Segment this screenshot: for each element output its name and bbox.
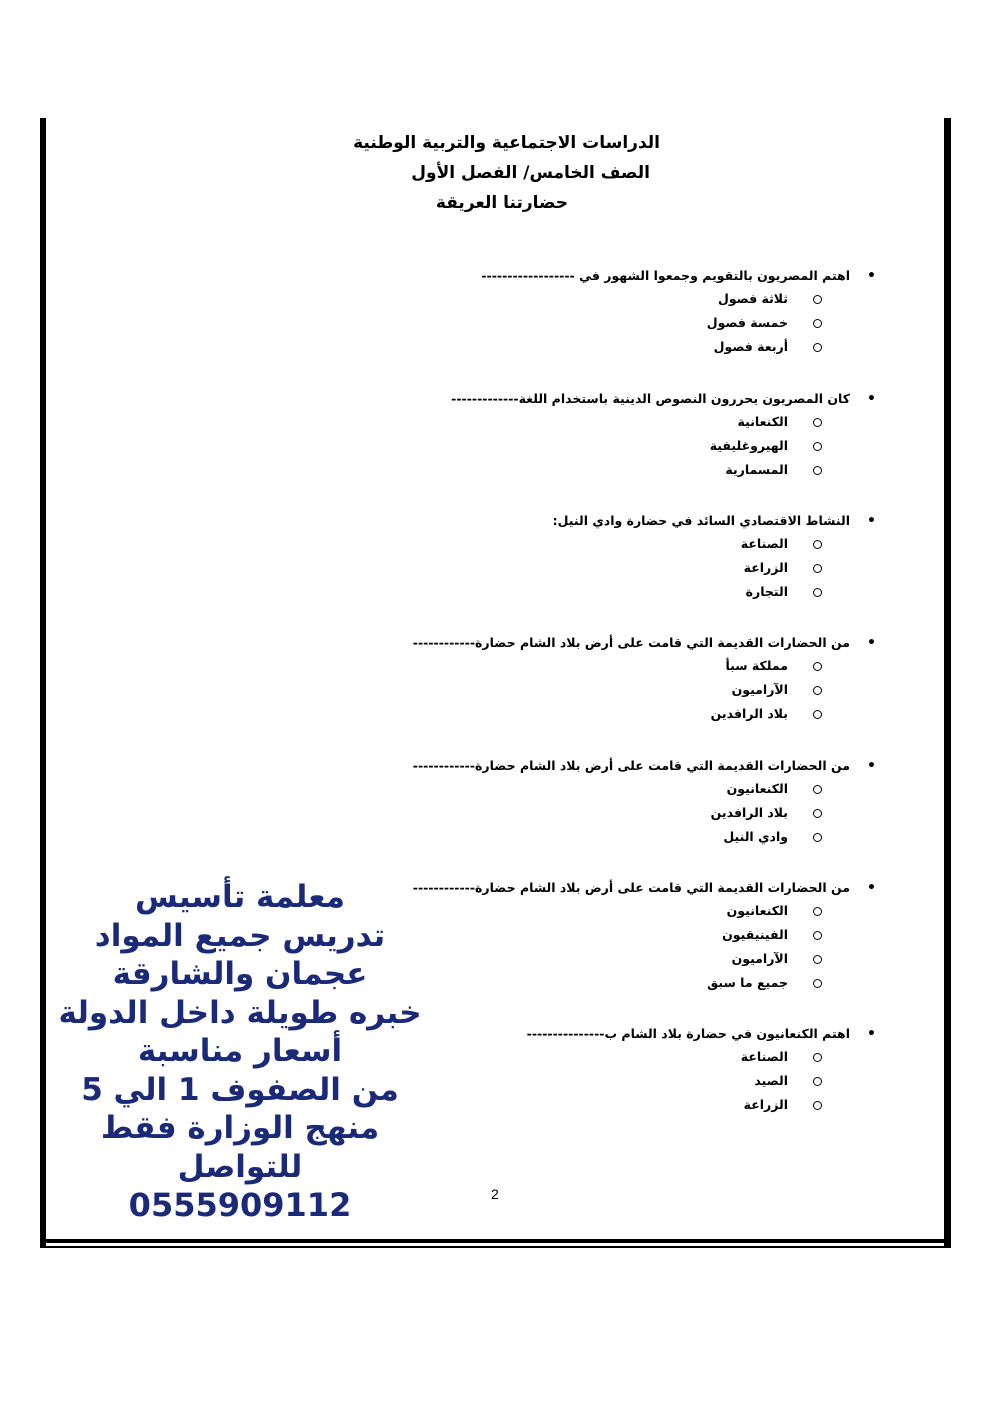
option[interactable] <box>527 1069 788 1093</box>
option[interactable] <box>451 458 788 482</box>
option-text: المسمارية <box>725 462 788 477</box>
bullet-icon: • <box>867 635 876 651</box>
circle-bullet-icon <box>813 564 822 573</box>
circle-bullet-icon <box>813 442 822 451</box>
advert-line: للتواصل <box>177 1148 303 1185</box>
option[interactable] <box>553 532 788 556</box>
bullet-icon: • <box>867 758 876 774</box>
bullet-icon: • <box>867 513 876 529</box>
option-text: الكنعانيون <box>726 781 788 796</box>
option[interactable] <box>413 825 788 849</box>
advert-line: خبره طويلة داخل الدولة <box>58 994 422 1031</box>
option[interactable] <box>413 654 788 678</box>
subject-title: الدراسات الاجتماعية والتربية الوطنية <box>353 133 660 153</box>
option[interactable] <box>553 556 788 580</box>
option-text: أربعة فصول <box>713 339 788 354</box>
document-header <box>300 128 660 218</box>
option-text: بلاد الرافدين <box>710 805 788 820</box>
option-text: الهيروغليفية <box>709 438 788 453</box>
circle-bullet-icon <box>813 295 822 304</box>
option-text: التجارة <box>745 584 788 599</box>
bullet-icon: • <box>867 391 876 407</box>
advert-phone: 0555909112 <box>128 1186 352 1224</box>
circle-bullet-icon <box>813 662 822 671</box>
option-text: جميع ما سبق <box>707 975 788 990</box>
circle-bullet-icon <box>813 343 822 352</box>
option[interactable] <box>413 923 788 947</box>
option[interactable] <box>451 434 788 458</box>
question-4 <box>412 632 876 726</box>
circle-bullet-icon <box>813 319 822 328</box>
page-border-bottom <box>40 1239 951 1243</box>
advert-line: منهج الوزارة فقط <box>100 1110 380 1146</box>
option[interactable] <box>413 801 788 825</box>
question-text: كان المصريون يحررون النصوص الدينية باستخدام اللغة------------- <box>451 391 850 406</box>
option-text: ثلاثة فصول <box>718 291 788 306</box>
page-border-bottom-inner <box>40 1246 951 1248</box>
option[interactable] <box>527 1045 788 1069</box>
question-6 <box>412 877 876 995</box>
circle-bullet-icon <box>813 588 822 597</box>
unit-title: حضارتنا العريقة <box>435 193 568 213</box>
circle-bullet-icon <box>813 907 822 916</box>
circle-bullet-icon <box>813 466 822 475</box>
option-text: الصناعة <box>740 536 788 551</box>
question-5 <box>412 755 876 849</box>
option[interactable] <box>413 777 788 801</box>
advert-line: من الصفوف 1 الي 5 <box>81 1071 399 1108</box>
question-text: من الحضارات القديمة التي قامت على أرض بلاد الشام حضارة------------ <box>412 880 850 895</box>
option-text: الصيد <box>754 1073 788 1088</box>
option-text: بلاد الرافدين <box>710 706 788 721</box>
page-border-right <box>944 118 951 1246</box>
option[interactable] <box>481 311 788 335</box>
advert-line: عجمان والشارقة <box>112 956 368 992</box>
advert-line: تدريس جميع المواد <box>94 917 386 954</box>
question-text: اهتم المصريون بالتقويم وجمعوا الشهور في ------------------ <box>481 268 850 283</box>
option-text: مملكة سبأ <box>725 658 788 673</box>
page-border-left <box>40 118 46 1246</box>
option-text: الكنعانيون <box>726 903 788 918</box>
grade-title: الصف الخامس/ الفصل الأول <box>411 163 650 183</box>
question-text: من الحضارات القديمة التي قامت على أرض بلاد الشام حضارة------------ <box>412 635 850 650</box>
circle-bullet-icon <box>813 931 822 940</box>
page-number: 2 <box>491 1186 499 1202</box>
circle-bullet-icon <box>813 1077 822 1086</box>
option-text: الصناعة <box>740 1049 788 1064</box>
advert-line: معلمة تأسيس <box>135 879 345 915</box>
option-text: الزراعة <box>743 560 788 575</box>
question-3 <box>552 510 876 604</box>
option[interactable] <box>527 1093 788 1117</box>
circle-bullet-icon <box>813 1053 822 1062</box>
option-text: الكنعانية <box>737 414 788 429</box>
option[interactable] <box>413 899 788 923</box>
circle-bullet-icon <box>813 785 822 794</box>
circle-bullet-icon <box>813 710 822 719</box>
option-text: الآراميون <box>731 951 788 966</box>
bullet-icon: • <box>867 268 876 284</box>
question-text: من الحضارات القديمة التي قامت على أرض بلاد الشام حضارة------------ <box>412 758 850 773</box>
option[interactable] <box>413 971 788 995</box>
circle-bullet-icon <box>813 418 822 427</box>
option-text: الفينيقيون <box>722 927 788 942</box>
question-text: اهتم الكنعانيون في حضارة بلاد الشام ب--------------- <box>526 1026 850 1041</box>
question-7 <box>526 1023 876 1117</box>
advert-line: أسعار مناسبة <box>137 1033 343 1069</box>
option[interactable] <box>413 947 788 971</box>
question-text: النشاط الاقتصادي السائد في حضارة وادي النيل: <box>552 513 850 528</box>
question-1 <box>481 265 876 359</box>
option[interactable] <box>481 335 788 359</box>
option[interactable] <box>413 702 788 726</box>
option-text: وادي النيل <box>723 829 788 844</box>
circle-bullet-icon <box>813 979 822 988</box>
circle-bullet-icon <box>813 540 822 549</box>
circle-bullet-icon <box>813 1101 822 1110</box>
option[interactable] <box>481 287 788 311</box>
question-2 <box>451 388 876 482</box>
teacher-advert-watermark <box>50 878 430 1225</box>
bullet-icon: • <box>867 1026 876 1042</box>
circle-bullet-icon <box>813 955 822 964</box>
circle-bullet-icon <box>813 809 822 818</box>
option-text: خمسة فصول <box>706 315 788 330</box>
option[interactable] <box>553 580 788 604</box>
option-text: الزراعة <box>743 1097 788 1112</box>
option-text: الآراميون <box>731 682 788 697</box>
option[interactable] <box>451 410 788 434</box>
option[interactable] <box>413 678 788 702</box>
bullet-icon: • <box>867 880 876 896</box>
circle-bullet-icon <box>813 833 822 842</box>
circle-bullet-icon <box>813 686 822 695</box>
